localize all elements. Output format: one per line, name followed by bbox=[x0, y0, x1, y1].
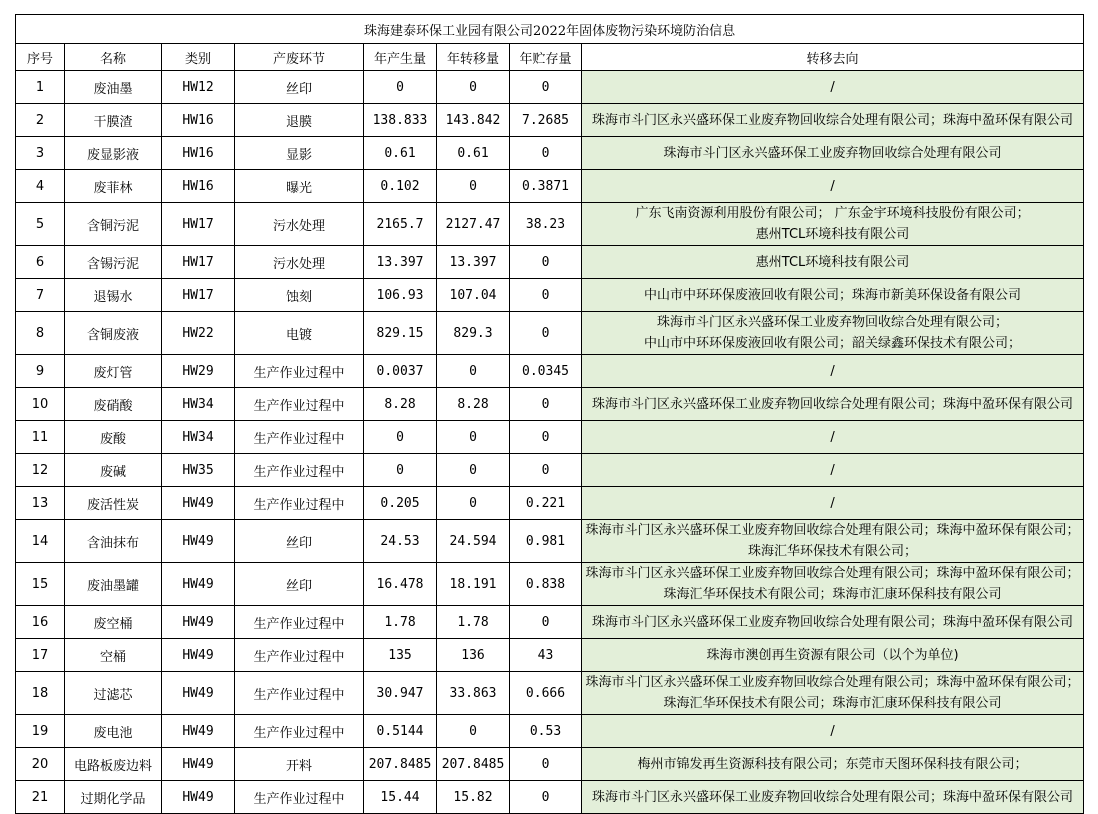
destination-line: 广东飞南资源利用股份有限公司； 广东金宇环境科技股份有限公司； bbox=[635, 206, 1030, 221]
cell-name: 过期化学品 bbox=[65, 781, 162, 814]
cell-annual-output: 135 bbox=[364, 639, 437, 672]
cell-annual-output: 1.78 bbox=[364, 606, 437, 639]
cell-category: HW12 bbox=[162, 71, 235, 104]
cell-annual-storage: 0 bbox=[510, 388, 582, 421]
cell-annual-storage: 0.981 bbox=[510, 520, 582, 563]
table-row bbox=[16, 639, 1084, 672]
cell-annual-transfer: 13.397 bbox=[437, 246, 510, 279]
cell-name: 废碱 bbox=[65, 454, 162, 487]
cell-category: HW49 bbox=[162, 639, 235, 672]
cell-annual-storage: 0.221 bbox=[510, 487, 582, 520]
cell-annual-output: 0 bbox=[364, 454, 437, 487]
header-annual-output: 年产生量 bbox=[364, 44, 437, 71]
cell-stage: 生产作业过程中 bbox=[235, 781, 364, 814]
cell-stage: 生产作业过程中 bbox=[235, 421, 364, 454]
cell-destination bbox=[582, 312, 1084, 355]
cell-category: HW49 bbox=[162, 563, 235, 606]
cell-seq: 16 bbox=[16, 606, 65, 639]
cell-stage: 生产作业过程中 bbox=[235, 454, 364, 487]
cell-annual-output: 0 bbox=[364, 71, 437, 104]
destination-line: 珠海市斗门区永兴盛环保工业废弃物回收综合处理有限公司；珠海中盈环保有限公司； bbox=[585, 523, 1080, 538]
cell-annual-transfer: 15.82 bbox=[437, 781, 510, 814]
cell-seq: 2 bbox=[16, 104, 65, 137]
cell-category: HW49 bbox=[162, 520, 235, 563]
destination-line: 中山市中环环保废液回收有限公司；珠海市新美环保设备有限公司 bbox=[644, 287, 1022, 303]
table-row bbox=[16, 487, 1084, 520]
cell-category: HW49 bbox=[162, 748, 235, 781]
table-row bbox=[16, 715, 1084, 748]
cell-destination bbox=[582, 520, 1084, 563]
cell-name: 含锡污泥 bbox=[65, 246, 162, 279]
table-row bbox=[16, 421, 1084, 454]
cell-seq: 5 bbox=[16, 203, 65, 246]
cell-stage: 丝印 bbox=[235, 563, 364, 606]
cell-annual-transfer: 143.842 bbox=[437, 104, 510, 137]
cell-annual-output: 13.397 bbox=[364, 246, 437, 279]
cell-stage: 污水处理 bbox=[235, 203, 364, 246]
cell-destination bbox=[582, 203, 1084, 246]
cell-annual-transfer: 0.61 bbox=[437, 137, 510, 170]
cell-annual-output: 207.8485 bbox=[364, 748, 437, 781]
cell-name: 电路板废边料 bbox=[65, 748, 162, 781]
cell-seq: 7 bbox=[16, 279, 65, 312]
cell-seq: 4 bbox=[16, 170, 65, 203]
cell-category: HW49 bbox=[162, 672, 235, 715]
cell-annual-transfer: 0 bbox=[437, 170, 510, 203]
cell-annual-transfer: 107.04 bbox=[437, 279, 510, 312]
cell-seq: 12 bbox=[16, 454, 65, 487]
cell-stage: 电镀 bbox=[235, 312, 364, 355]
cell-annual-storage: 0.838 bbox=[510, 563, 582, 606]
cell-destination bbox=[582, 71, 1084, 104]
destination-line: 珠海市斗门区永兴盛环保工业废弃物回收综合处理有限公司 bbox=[663, 145, 1002, 161]
cell-stage: 生产作业过程中 bbox=[235, 672, 364, 715]
cell-annual-output: 2165.7 bbox=[364, 203, 437, 246]
table-row bbox=[16, 355, 1084, 388]
cell-annual-output: 24.53 bbox=[364, 520, 437, 563]
cell-name: 含铜废液 bbox=[65, 312, 162, 355]
destination-line: / bbox=[830, 723, 835, 739]
cell-seq: 1 bbox=[16, 71, 65, 104]
cell-annual-storage: 0 bbox=[510, 312, 582, 355]
cell-name: 废灯管 bbox=[65, 355, 162, 388]
table-row bbox=[16, 672, 1084, 715]
header-destination: 转移去向 bbox=[582, 44, 1084, 71]
cell-annual-storage: 0 bbox=[510, 71, 582, 104]
destination-line: / bbox=[830, 495, 835, 511]
destination-line: 珠海市斗门区永兴盛环保工业废弃物回收综合处理有限公司；珠海中盈环保有限公司； bbox=[585, 675, 1080, 690]
header-row bbox=[16, 44, 1084, 71]
cell-destination bbox=[582, 748, 1084, 781]
destination-line: / bbox=[830, 429, 835, 445]
cell-annual-storage: 0 bbox=[510, 279, 582, 312]
sheet-title: 珠海建泰环保工业园有限公司2022年固体废物污染环境防治信息 bbox=[16, 15, 1084, 44]
cell-annual-output: 15.44 bbox=[364, 781, 437, 814]
table-row bbox=[16, 388, 1084, 421]
cell-destination bbox=[582, 137, 1084, 170]
cell-stage: 生产作业过程中 bbox=[235, 639, 364, 672]
cell-annual-output: 0.61 bbox=[364, 137, 437, 170]
destination-line: 惠州TCL环境科技有限公司 bbox=[755, 254, 910, 270]
cell-stage: 丝印 bbox=[235, 71, 364, 104]
table-row bbox=[16, 312, 1084, 355]
cell-name: 空桶 bbox=[65, 639, 162, 672]
cell-category: HW49 bbox=[162, 781, 235, 814]
table-row bbox=[16, 279, 1084, 312]
cell-annual-output: 106.93 bbox=[364, 279, 437, 312]
cell-stage: 生产作业过程中 bbox=[235, 487, 364, 520]
cell-annual-transfer: 8.28 bbox=[437, 388, 510, 421]
cell-category: HW17 bbox=[162, 246, 235, 279]
cell-annual-storage: 0.53 bbox=[510, 715, 582, 748]
table-row bbox=[16, 170, 1084, 203]
cell-name: 废油墨 bbox=[65, 71, 162, 104]
cell-destination bbox=[582, 104, 1084, 137]
table-row bbox=[16, 454, 1084, 487]
cell-name: 废油墨罐 bbox=[65, 563, 162, 606]
destination-line: 珠海市斗门区永兴盛环保工业废弃物回收综合处理有限公司；珠海中盈环保有限公司 bbox=[592, 614, 1074, 630]
cell-annual-output: 0.5144 bbox=[364, 715, 437, 748]
destination-line: 珠海汇华环保技术有限公司；珠海市汇康环保科技有限公司 bbox=[663, 696, 1002, 711]
cell-annual-transfer: 829.3 bbox=[437, 312, 510, 355]
cell-annual-output: 138.833 bbox=[364, 104, 437, 137]
cell-name: 含油抹布 bbox=[65, 520, 162, 563]
destination-line: 中山市中环环保废液回收有限公司；韶关绿鑫环保技术有限公司； bbox=[644, 336, 1022, 351]
table-row bbox=[16, 748, 1084, 781]
cell-annual-storage: 0 bbox=[510, 137, 582, 170]
cell-annual-output: 8.28 bbox=[364, 388, 437, 421]
cell-seq: 21 bbox=[16, 781, 65, 814]
cell-seq: 8 bbox=[16, 312, 65, 355]
cell-category: HW29 bbox=[162, 355, 235, 388]
destination-line: 珠海市斗门区永兴盛环保工业废弃物回收综合处理有限公司； bbox=[657, 315, 1009, 330]
cell-category: HW16 bbox=[162, 104, 235, 137]
cell-seq: 9 bbox=[16, 355, 65, 388]
table-row bbox=[16, 246, 1084, 279]
destination-line: 梅州市锦发再生资源科技有限公司；东莞市天图环保科技有限公司； bbox=[637, 756, 1028, 772]
cell-category: HW16 bbox=[162, 137, 235, 170]
waste-info-table bbox=[15, 14, 1084, 814]
cell-stage: 曝光 bbox=[235, 170, 364, 203]
cell-annual-transfer: 0 bbox=[437, 421, 510, 454]
cell-annual-transfer: 0 bbox=[437, 487, 510, 520]
cell-destination bbox=[582, 606, 1084, 639]
cell-destination bbox=[582, 388, 1084, 421]
destination-line: / bbox=[830, 178, 835, 194]
cell-destination bbox=[582, 487, 1084, 520]
cell-destination bbox=[582, 715, 1084, 748]
cell-destination bbox=[582, 781, 1084, 814]
destination-line: / bbox=[830, 462, 835, 478]
cell-seq: 18 bbox=[16, 672, 65, 715]
cell-stage: 生产作业过程中 bbox=[235, 606, 364, 639]
cell-annual-transfer: 33.863 bbox=[437, 672, 510, 715]
title-row bbox=[16, 15, 1084, 44]
table-row bbox=[16, 606, 1084, 639]
cell-name: 废显影液 bbox=[65, 137, 162, 170]
header-seq: 序号 bbox=[16, 44, 65, 71]
cell-annual-storage: 0.3871 bbox=[510, 170, 582, 203]
cell-stage: 蚀刻 bbox=[235, 279, 364, 312]
cell-stage: 丝印 bbox=[235, 520, 364, 563]
cell-destination bbox=[582, 563, 1084, 606]
cell-category: HW49 bbox=[162, 715, 235, 748]
cell-annual-storage: 43 bbox=[510, 639, 582, 672]
cell-seq: 3 bbox=[16, 137, 65, 170]
cell-annual-transfer: 2127.47 bbox=[437, 203, 510, 246]
cell-seq: 13 bbox=[16, 487, 65, 520]
cell-destination bbox=[582, 279, 1084, 312]
cell-annual-storage: 0.0345 bbox=[510, 355, 582, 388]
cell-annual-transfer: 207.8485 bbox=[437, 748, 510, 781]
cell-name: 废菲林 bbox=[65, 170, 162, 203]
destination-line: 珠海汇华环保技术有限公司； bbox=[748, 544, 918, 559]
cell-seq: 10 bbox=[16, 388, 65, 421]
cell-category: HW34 bbox=[162, 388, 235, 421]
destination-line: 珠海市斗门区永兴盛环保工业废弃物回收综合处理有限公司；珠海中盈环保有限公司 bbox=[592, 396, 1074, 412]
cell-name: 废活性炭 bbox=[65, 487, 162, 520]
cell-category: HW35 bbox=[162, 454, 235, 487]
destination-line: 珠海市斗门区永兴盛环保工业废弃物回收综合处理有限公司；珠海中盈环保有限公司 bbox=[592, 789, 1074, 805]
table-row bbox=[16, 71, 1084, 104]
cell-annual-transfer: 24.594 bbox=[437, 520, 510, 563]
cell-annual-output: 0 bbox=[364, 421, 437, 454]
cell-annual-storage: 38.23 bbox=[510, 203, 582, 246]
cell-seq: 6 bbox=[16, 246, 65, 279]
cell-annual-transfer: 0 bbox=[437, 71, 510, 104]
destination-line: 珠海汇华环保技术有限公司；珠海市汇康环保科技有限公司 bbox=[663, 587, 1002, 602]
cell-destination bbox=[582, 639, 1084, 672]
cell-annual-storage: 0.666 bbox=[510, 672, 582, 715]
cell-name: 废硝酸 bbox=[65, 388, 162, 421]
destination-line: / bbox=[830, 363, 835, 379]
cell-seq: 17 bbox=[16, 639, 65, 672]
cell-seq: 15 bbox=[16, 563, 65, 606]
cell-annual-transfer: 0 bbox=[437, 715, 510, 748]
cell-stage: 污水处理 bbox=[235, 246, 364, 279]
cell-seq: 20 bbox=[16, 748, 65, 781]
cell-name: 废空桶 bbox=[65, 606, 162, 639]
header-category: 类别 bbox=[162, 44, 235, 71]
destination-line: 珠海市斗门区永兴盛环保工业废弃物回收综合处理有限公司；珠海中盈环保有限公司； bbox=[585, 566, 1080, 581]
cell-name: 含铜污泥 bbox=[65, 203, 162, 246]
cell-annual-output: 0.205 bbox=[364, 487, 437, 520]
cell-annual-transfer: 0 bbox=[437, 454, 510, 487]
cell-destination bbox=[582, 454, 1084, 487]
table-row bbox=[16, 203, 1084, 246]
table-row bbox=[16, 520, 1084, 563]
destination-line: 珠海市澳创再生资源有限公司（以个为单位) bbox=[706, 647, 959, 663]
header-name: 名称 bbox=[65, 44, 162, 71]
destination-line: / bbox=[830, 79, 835, 95]
cell-category: HW17 bbox=[162, 203, 235, 246]
cell-category: HW49 bbox=[162, 606, 235, 639]
cell-seq: 14 bbox=[16, 520, 65, 563]
cell-annual-storage: 0 bbox=[510, 421, 582, 454]
cell-annual-output: 0.102 bbox=[364, 170, 437, 203]
cell-name: 退锡水 bbox=[65, 279, 162, 312]
header-annual-transfer: 年转移量 bbox=[437, 44, 510, 71]
cell-name: 过滤芯 bbox=[65, 672, 162, 715]
cell-annual-storage: 0 bbox=[510, 246, 582, 279]
cell-annual-output: 16.478 bbox=[364, 563, 437, 606]
destination-line: 珠海市斗门区永兴盛环保工业废弃物回收综合处理有限公司；珠海中盈环保有限公司 bbox=[592, 112, 1074, 128]
cell-annual-output: 30.947 bbox=[364, 672, 437, 715]
cell-stage: 生产作业过程中 bbox=[235, 355, 364, 388]
cell-seq: 19 bbox=[16, 715, 65, 748]
cell-stage: 显影 bbox=[235, 137, 364, 170]
cell-seq: 11 bbox=[16, 421, 65, 454]
cell-stage: 生产作业过程中 bbox=[235, 388, 364, 421]
cell-annual-storage: 0 bbox=[510, 781, 582, 814]
header-annual-storage: 年贮存量 bbox=[510, 44, 582, 71]
table-row bbox=[16, 104, 1084, 137]
cell-annual-output: 0.0037 bbox=[364, 355, 437, 388]
cell-category: HW17 bbox=[162, 279, 235, 312]
cell-category: HW16 bbox=[162, 170, 235, 203]
cell-name: 干膜渣 bbox=[65, 104, 162, 137]
cell-destination bbox=[582, 672, 1084, 715]
cell-name: 废酸 bbox=[65, 421, 162, 454]
cell-destination bbox=[582, 246, 1084, 279]
cell-destination bbox=[582, 421, 1084, 454]
cell-annual-storage: 0 bbox=[510, 454, 582, 487]
cell-destination bbox=[582, 355, 1084, 388]
destination-line: 惠州TCL环境科技有限公司 bbox=[755, 227, 910, 242]
table-row bbox=[16, 781, 1084, 814]
cell-category: HW22 bbox=[162, 312, 235, 355]
cell-stage: 生产作业过程中 bbox=[235, 715, 364, 748]
cell-category: HW49 bbox=[162, 487, 235, 520]
cell-destination bbox=[582, 170, 1084, 203]
cell-stage: 开料 bbox=[235, 748, 364, 781]
cell-annual-storage: 0 bbox=[510, 748, 582, 781]
cell-annual-output: 829.15 bbox=[364, 312, 437, 355]
cell-annual-transfer: 1.78 bbox=[437, 606, 510, 639]
table-row bbox=[16, 137, 1084, 170]
cell-annual-transfer: 18.191 bbox=[437, 563, 510, 606]
table-row bbox=[16, 563, 1084, 606]
cell-stage: 退膜 bbox=[235, 104, 364, 137]
cell-annual-transfer: 0 bbox=[437, 355, 510, 388]
cell-name: 废电池 bbox=[65, 715, 162, 748]
cell-annual-transfer: 136 bbox=[437, 639, 510, 672]
cell-annual-storage: 7.2685 bbox=[510, 104, 582, 137]
cell-annual-storage: 0 bbox=[510, 606, 582, 639]
header-stage: 产废环节 bbox=[235, 44, 364, 71]
cell-category: HW34 bbox=[162, 421, 235, 454]
